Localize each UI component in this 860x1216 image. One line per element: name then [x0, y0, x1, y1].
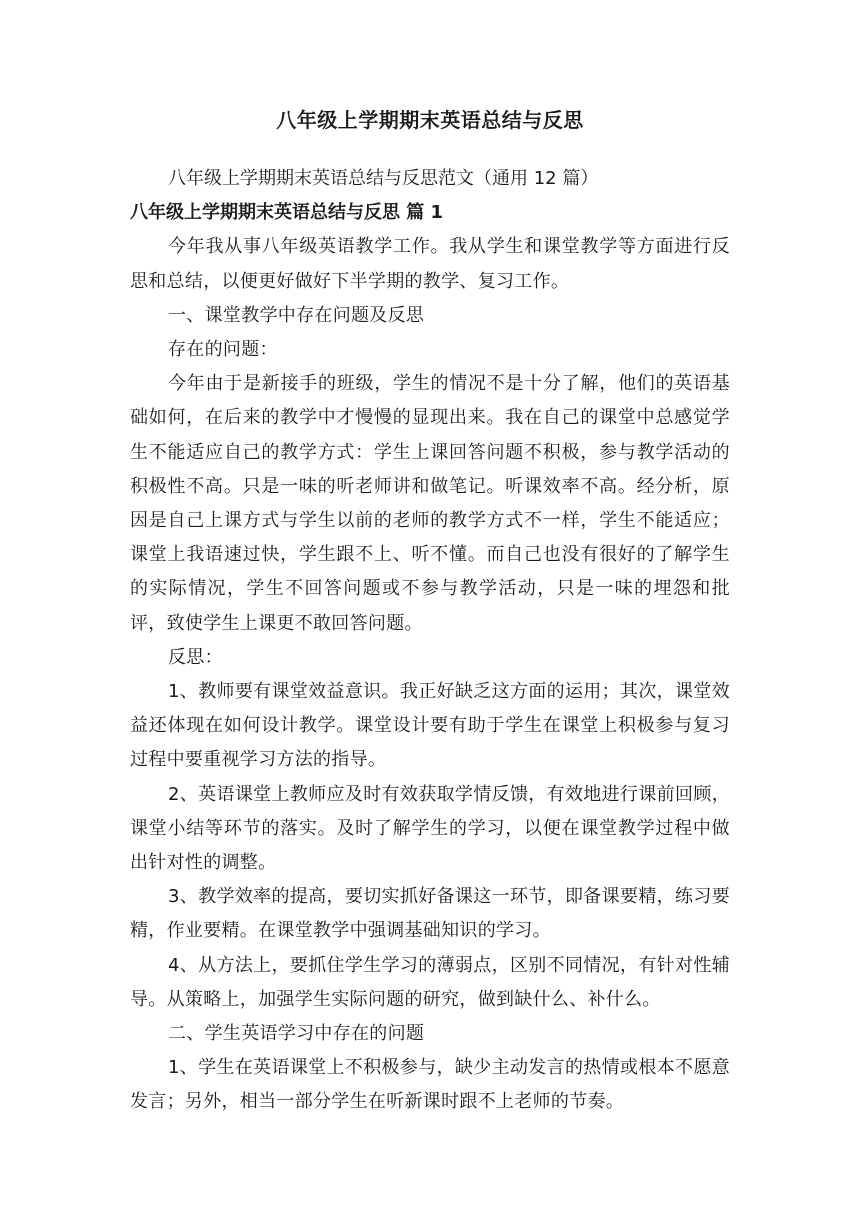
- document-title: 八年级上学期期末英语总结与反思: [276, 108, 584, 132]
- paragraph-reflection-2: 2、英语课堂上教师应及时有效获取学情反馈，有效地进行课前回顾，课堂小结等环节的落实。及时了解学生的学习，以便在课堂教学过程中做出针对性的调整。: [130, 783, 730, 874]
- paragraph-reflection-1: 1、教师要有课堂效益意识。我正好缺乏这方面的运用；其次，课堂效益还体现在如何设计教学。课堂设计要有助于学生在课堂上积极参与复习过程中要重视学习方法的指导。: [130, 681, 730, 771]
- paragraph-section-two-heading: 二、学生英语学习中存在的问题: [168, 1023, 425, 1045]
- paragraph-reflection-label: 反思：: [168, 646, 223, 668]
- paragraph-reflection-3: 3、教学效率的提高，要切实抓好备课这一环节，即备课要精，练习要精，作业要精。在课堂教学中强调基础知识的学习。: [130, 886, 730, 942]
- paragraph-intro: 今年我从事八年级英语教学工作。我从学生和课堂教学等方面进行反思和总结，以便更好做好下半学期的教学、复习工作。: [130, 236, 730, 292]
- paragraph-reflection-4: 4、从方法上，要抓住学生学习的薄弱点，区别不同情况，有针对性辅导。从策略上，加强学生实际问题的研究，做到缺什么、补什么。: [130, 954, 730, 1010]
- paragraph-section-one-heading: 一、课堂教学中存在问题及反思: [168, 304, 425, 326]
- section-heading: 八年级上学期期末英语总结与反思 篇 1: [130, 202, 444, 224]
- paragraph-student-problem-1: 1、学生在英语课堂上不积极参与，缺少主动发言的热情或根本不愿意发言；另外，相当一部分学生在听新课时跟不上老师的节奏。: [130, 1057, 730, 1113]
- paragraph-problems: 今年由于是新接手的班级，学生的情况不是十分了解，他们的英语基础如何，在后来的教学中才慢慢的显现出来。我在自己的课堂中总感觉学生不能适应自己的教学方式：学生上课回答问题不积极，参与教学活动的积极性不高。只是一味的听老师讲和做笔记。听课效率不高。经分析，原因是自己上课方式与学生以前的老师的教学方式不一样，学生不能适应；课堂上我语速过快，学生跟不上、听不懂。而自己也没有很好的了解学生的实际情况，学生不回答问题或不参与教学活动，只是一味的埋怨和批评，致使学生上课更不敢回答问题。: [130, 373, 730, 634]
- document-subtitle: 八年级上学期期末英语总结与反思范文（通用 12 篇）: [168, 168, 599, 189]
- paragraph-problems-label: 存在的问题：: [168, 339, 278, 361]
